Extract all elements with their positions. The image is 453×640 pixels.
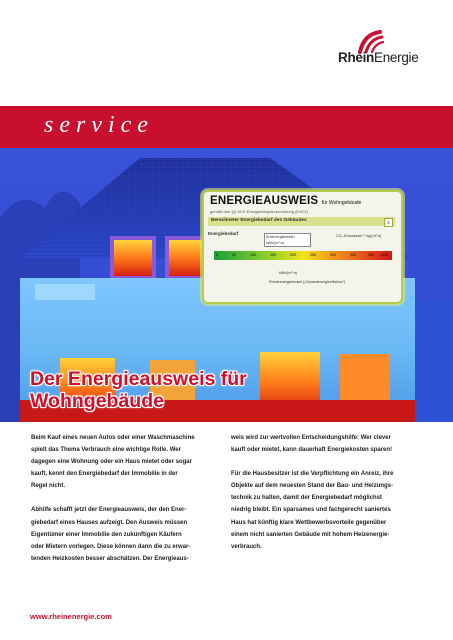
paragraph: weis wird zur wertvollen Entscheidungshilfe: Wer clever kauft oder mietet, kann dauerhaft Energiekosten sparen! [231,435,393,454]
left-text-column [31,432,219,577]
endenergie-box: Endenergiebedarf kWh/(m²·a) [264,233,311,247]
service-label: service [44,112,154,138]
certificate-section-label: Energiebedarf [208,231,239,236]
kwh-box: kWh/(m²·a) [279,271,297,275]
certificate-bar-number: 2 [384,218,393,227]
logo-wordmark: RheinEnergie [338,50,419,65]
certificate-bar-text: Berechneter Energiebedarf des Gebäudes [211,218,307,223]
tick-label: 250 [310,253,316,257]
energy-certificate-card [202,190,403,304]
tick-label: 400 [368,253,374,257]
certificate-subtitle: gemäß den §§ 16 ff. Energieeinsparverordnung (EnEV) [210,209,308,214]
certificate-bar [208,217,395,226]
co2-unit-label: CO₂-Emissionen ¹⁾ kg/(m²·a) [336,234,382,238]
tick-label: >400 [380,253,389,257]
tick-label: 0 [216,253,218,257]
service-band [0,106,453,148]
paragraph: Abhilfe schafft jetzt der Energieausweis, der den Ener- giebedarf eines Hauses aufzeigt. Den Ausweis müssen Eigentümer einer Immobilie den zukünftigen Käufern oder Mietern vorlegen. Diese können dann die zu erwar- tenden Heizkosten besser abschätzen. Der Energieaus- [31,507,191,562]
tick-label: 300 [330,253,336,257]
tick-label: 200 [290,253,296,257]
headline-line-1: Der Energieausweis für [30,368,247,390]
tick-label: 100 [250,253,256,257]
tick-label: 350 [350,253,356,257]
paragraph: Für die Hausbesitzer ist die Verpflichtung ein Anreiz, ihre Objekte auf dem neuesten Stand der Bau- und Heizungs- technik zu halten, damit der Energiebedarf möglichst niedrig bleibt. Ein sparsames und fachgerecht saniertes Haus hat künftig klare Wettbewerbsvorteile gegenüber einem nicht sanierten Gebäude mit hohem Heizenergie- verbrauch. [231,471,394,550]
paragraph: Beim Kauf eines neuen Autos oder einer Waschmaschine spielt das Thema Verbrauch eine wichtige Rolle. Wer dagegen eine Wohnung oder ein Haus mietet oder sogar kauft, kennt den Energiebedarf der Immobilie in der Regel nicht. [31,435,195,490]
right-text-column [231,432,421,565]
footer-website-link[interactable]: www.rheinenergie.com [30,612,112,621]
primaerenergie-label: Primärenergiebedarf („Gesamtenergieeffizienz“) [269,280,346,284]
headline [30,368,247,412]
certificate-title: ENERGIEAUSWEIS für Wohngebäude [210,195,362,207]
rheinenergie-logo [338,30,434,82]
tick-label: 50 [232,253,236,257]
energy-scale [214,251,392,260]
headline-line-2: Wohngebäude [30,390,164,412]
tick-label: 150 [270,253,276,257]
